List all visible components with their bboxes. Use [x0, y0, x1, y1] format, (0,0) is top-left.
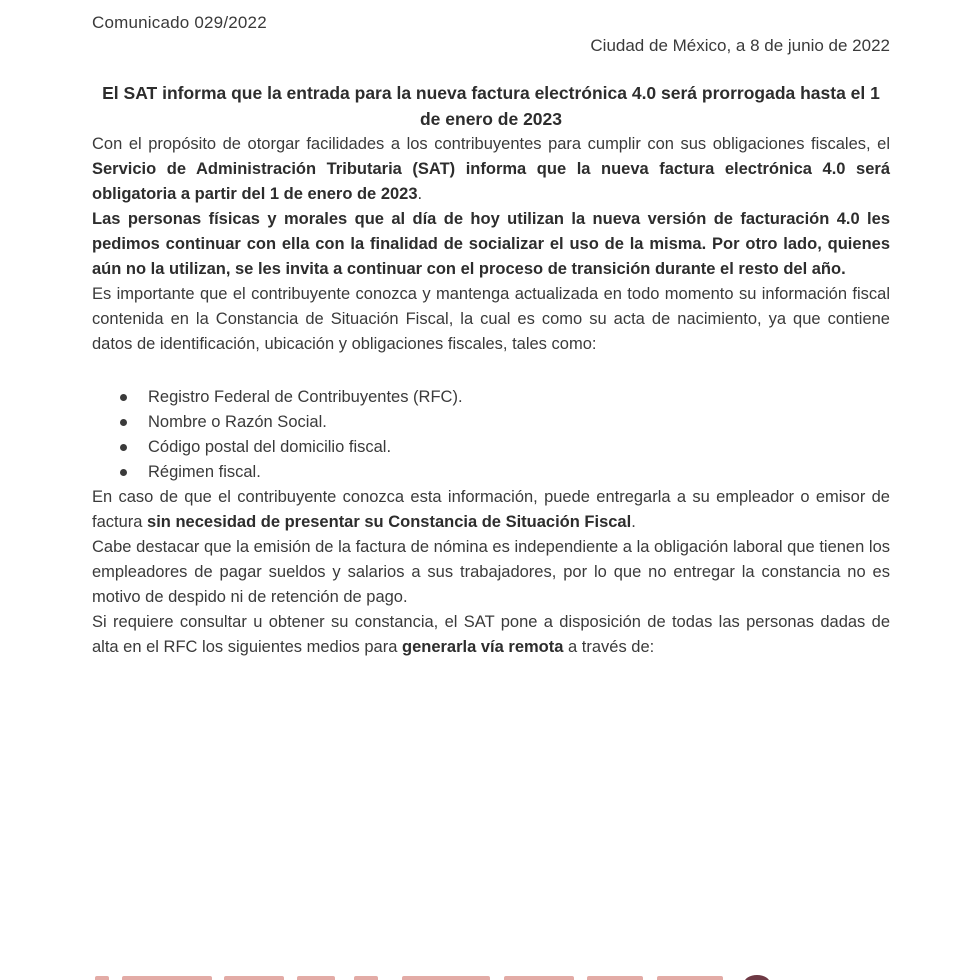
comunicado-number: Comunicado 029/2022	[92, 13, 267, 32]
bullet-icon	[120, 394, 127, 401]
bullet-icon	[120, 469, 127, 476]
cutoff-text-fragment	[402, 976, 490, 980]
paragraph-entrega-period: .	[631, 513, 636, 531]
list-item-nombre	[92, 410, 890, 435]
cutoff-logo-icon	[744, 975, 770, 980]
paragraph-proposito	[92, 132, 890, 207]
paragraph-medios-remotos	[92, 610, 890, 660]
list-item-label: Nombre o Razón Social.	[148, 413, 327, 431]
paragraph-entrega-bold: sin necesidad de presentar su Constancia de Situación Fiscal	[147, 513, 632, 531]
paragraph-personas-fisicas: Las personas físicas y morales que al día de hoy utilizan la nueva versión de facturación 4.0 les pedimos continuar con ella con la finalidad de socializar el uso de la misma. Por otro lado, quienes aún no la utilizan, se les invita a continuar con el proceso de transición durante el resto del año.	[92, 210, 890, 278]
dateline: Ciudad de México, a 8 de junio de 2022	[590, 36, 890, 55]
cutoff-text-fragment	[587, 976, 643, 980]
cutoff-text-fragment	[297, 976, 335, 980]
paragraph-proposito-bold: Servicio de Administración Tributaria (SAT) informa que la nueva factura electrónica 4.0 será obligatoria a partir del 1 de enero de 2023	[92, 160, 890, 203]
cutoff-text-fragment	[95, 976, 109, 980]
cutoff-text-fragment	[657, 976, 723, 980]
paragraph-proposito-period: .	[417, 185, 423, 203]
paragraph-medios-regular: Si requiere consultar u obtener su constancia, el SAT pone a disposición de todas las personas dadas de alta en el RFC los siguientes medios para	[92, 613, 890, 656]
paragraph-proposito-regular: Con el propósito de otorgar facilidades a los contribuyentes para cumplir con sus obligaciones fiscales, el	[92, 135, 890, 153]
page-bottom-cutoff-line	[92, 972, 890, 980]
paragraph-entrega-empleador	[92, 485, 890, 535]
datos-fiscales-list	[92, 385, 890, 485]
bullet-icon	[120, 444, 127, 451]
list-item-label: Régimen fiscal.	[148, 463, 261, 481]
list-item-label: Registro Federal de Contribuyentes (RFC).	[148, 388, 463, 406]
cutoff-text-fragment	[504, 976, 574, 980]
paragraph-medios-end: a través de:	[563, 638, 655, 656]
cutoff-text-fragment	[122, 976, 212, 980]
paragraph-constancia-importancia: Es importante que el contribuyente conozca y mantenga actualizada en todo momento su información fiscal contenida en la Constancia de Situación Fiscal, la cual es como su acta de nacimiento, ya que contiene datos de identificación, ubicación y obligaciones fiscales, tales como:	[92, 285, 890, 353]
cutoff-text-fragment	[354, 976, 378, 980]
bullet-icon	[120, 419, 127, 426]
list-item-codigo-postal	[92, 435, 890, 460]
paragraph-entrega-regular: En caso de que el contribuyente conozca esta información, puede entregarla a su empleador o emisor de factura	[92, 488, 890, 531]
paragraph-factura-nomina: Cabe destacar que la emisión de la factura de nómina es independiente a la obligación laboral que tienen los empleadores de pagar sueldos y salarios a sus trabajadores, por lo que no entregar la constancia no es motivo de despido ni de retención de pago.	[92, 538, 890, 606]
list-item-label: Código postal del domicilio fiscal.	[148, 438, 392, 456]
paragraph-medios-bold: generarla vía remota	[402, 638, 564, 656]
list-item-rfc	[92, 385, 890, 410]
document-title: El SAT informa que la entrada para la nueva factura electrónica 4.0 será prorrogada hasta el 1 de enero de 2023	[102, 83, 880, 129]
list-item-regimen	[92, 460, 890, 485]
cutoff-text-fragment	[224, 976, 284, 980]
